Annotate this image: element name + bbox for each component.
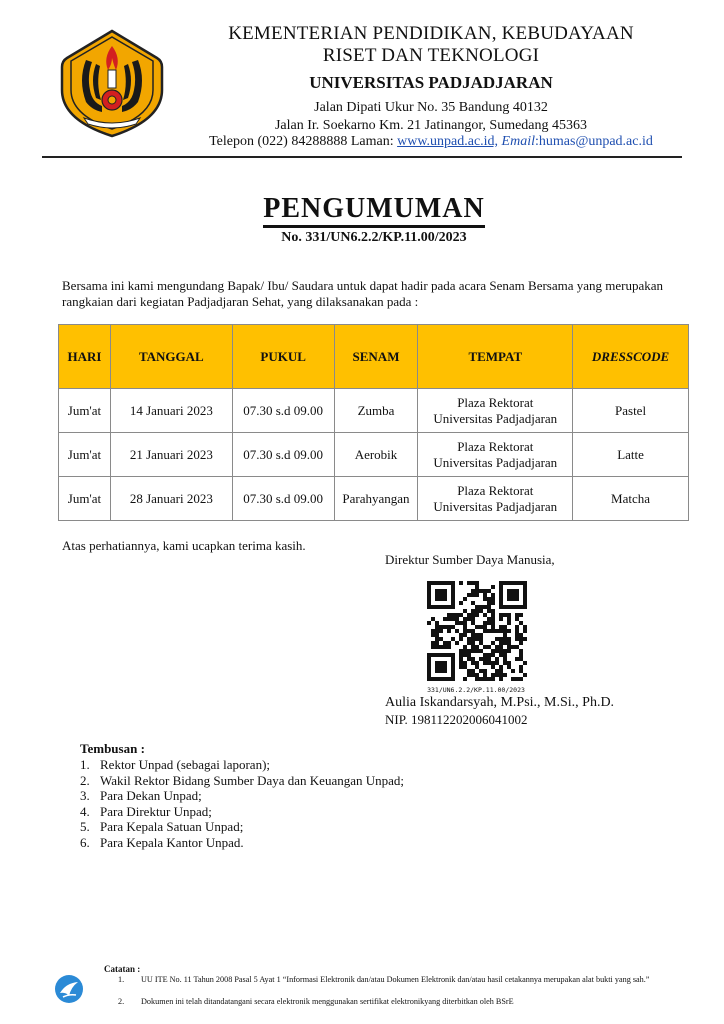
cell-hari: Jum'at	[59, 389, 111, 433]
document-title	[0, 193, 724, 225]
cell-tempat	[418, 477, 573, 521]
ministry-line-1: KEMENTERIAN PENDIDIKAN, KEBUDAYAAN	[228, 23, 634, 44]
header-divider	[42, 156, 682, 158]
list-item-text: Para Dekan Unpad;	[100, 788, 202, 804]
col-header-dresscode: DRESSCODE	[573, 325, 689, 389]
list-item: 5. Para Kepala Satuan Unpad;	[80, 819, 244, 835]
address-line-2: Jalan Ir. Soekarno Km. 21 Jatinangor, Sumedang 45363	[274, 118, 588, 133]
table-row	[59, 477, 689, 521]
cell-senam: Aerobik	[334, 433, 418, 477]
footer-note-text: Dokumen ini telah ditandatangani secara elektronik menggunakan sertifikat elektronikyang diterbitkan oleh BSrE	[141, 997, 514, 1006]
cell-hari: Jum'at	[59, 477, 111, 521]
website-link[interactable]: www.unpad.ac.id,	[397, 134, 499, 149]
list-item-text: Para Kepala Satuan Unpad;	[100, 819, 244, 835]
catatan-label: Catatan :	[104, 964, 141, 974]
col-header-hari: HARI	[59, 325, 111, 389]
col-header-tanggal: TANGGAL	[110, 325, 232, 389]
bsre-logo-icon	[54, 974, 84, 1004]
document-title-text: PENGUMUMAN	[263, 193, 485, 228]
col-header-pukul: PUKUL	[232, 325, 334, 389]
col-header-senam: SENAM	[334, 325, 418, 389]
cell-tempat	[418, 433, 573, 477]
email-link[interactable]: :humas@unpad.ac.id	[535, 134, 653, 149]
tembusan-label: Tembusan :	[80, 741, 145, 756]
cell-dresscode: Pastel	[573, 389, 689, 433]
qr-code-icon	[427, 581, 527, 681]
list-item-text: Wakil Rektor Bidang Sumber Daya dan Keuangan Unpad;	[100, 772, 405, 788]
university-name: UNIVERSITAS PADJADJARAN	[309, 73, 553, 92]
cell-pukul: 07.30 s.d 09.00	[232, 477, 334, 521]
cell-tempat-line1: Plaza Rektorat	[457, 394, 534, 410]
ministry-line-2: RISET DAN TEKNOLOGI	[322, 45, 540, 66]
footer-note: 1. UU ITE No. 11 Tahun 2008 Pasal 5 Ayat 1 “Informasi Elektronik dan/atau Dokumen Elektronik dan/atau hasil cetakannya merupakan alat bukti yang sah.”	[104, 975, 694, 985]
list-item-text: Para Kepala Kantor Unpad.	[100, 834, 244, 850]
table-row	[59, 433, 689, 477]
cell-dresscode: Latte	[573, 433, 689, 477]
signer-nip: NIP. 198112202006041002	[385, 712, 528, 727]
cell-pukul: 07.30 s.d 09.00	[232, 433, 334, 477]
signer-name: Aulia Iskandarsyah, M.Psi., M.Si., Ph.D.	[385, 695, 615, 710]
qr-caption: 331/UN6.2.2/KP.11.00/2023	[427, 686, 525, 694]
list-item: 4. Para Direktur Unpad;	[80, 803, 212, 819]
table-row	[59, 389, 689, 433]
col-header-tempat: TEMPAT	[418, 325, 573, 389]
cell-senam: Zumba	[334, 389, 418, 433]
cell-tanggal: 14 Januari 2023	[110, 389, 232, 433]
closing-thanks: Atas perhatiannya, kami ucapkan terima kasih.	[62, 538, 306, 553]
unpad-crest-icon	[56, 28, 168, 140]
list-item-text: Para Direktur Unpad;	[100, 803, 212, 819]
intro-paragraph: Bersama ini kami mengundang Bapak/ Ibu/ Saudara untuk dapat hadir pada acara Senam Bersama yang merupakan rangkaian dari kegiatan Padjadjaran Sehat, yang dilaksanakan pada :	[62, 278, 664, 309]
cell-pukul: 07.30 s.d 09.00	[232, 389, 334, 433]
list-item: 3. Para Dekan Unpad;	[80, 788, 202, 804]
cell-tempat-line2: Universitas Padjadjaran	[433, 454, 558, 470]
phone-text: Telepon (022) 84288888 Laman:	[209, 134, 398, 149]
cell-tanggal: 28 Januari 2023	[110, 477, 232, 521]
document-number: No. 331/UN6.2.2/KP.11.00/2023	[281, 230, 467, 245]
cell-tempat-line1: Plaza Rektorat	[457, 438, 534, 454]
table-header-row	[59, 325, 689, 389]
cell-tempat-line1: Plaza Rektorat	[457, 482, 534, 498]
schedule-table	[58, 324, 689, 521]
footer-note: 2. Dokumen ini telah ditandatangani secara elektronik menggunakan sertifikat elektronikyang diterbitkan oleh BSrE	[104, 997, 694, 1007]
list-item: 1. Rektor Unpad (sebagai laporan);	[80, 757, 271, 772]
list-item: 6. Para Kepala Kantor Unpad.	[80, 834, 244, 850]
contact-line	[196, 134, 666, 150]
footer-note-text: UU ITE No. 11 Tahun 2008 Pasal 5 Ayat 1 “Informasi Elektronik dan/atau Dokumen Elektronik dan/atau hasil cetakannya merupakan alat bukti yang sah.”	[141, 975, 650, 984]
cell-tempat-line2: Universitas Padjadjaran	[433, 498, 558, 514]
cell-tempat-line2: Universitas Padjadjaran	[433, 410, 558, 426]
email-label: Email	[501, 134, 535, 149]
cell-hari: Jum'at	[59, 433, 111, 477]
cell-dresscode: Matcha	[573, 477, 689, 521]
cell-tanggal: 21 Januari 2023	[110, 433, 232, 477]
tembusan-list	[80, 757, 404, 851]
address-line-1: Jalan Dipati Ukur No. 35 Bandung 40132	[314, 100, 548, 115]
cell-senam: Parahyangan	[334, 477, 418, 521]
director-title: Direktur Sumber Daya Manusia,	[385, 552, 555, 567]
list-item-text: Rektor Unpad (sebagai laporan);	[100, 757, 271, 772]
cell-tempat	[418, 389, 573, 433]
list-item: 2. Wakil Rektor Bidang Sumber Daya dan Keuangan Unpad;	[80, 772, 405, 788]
